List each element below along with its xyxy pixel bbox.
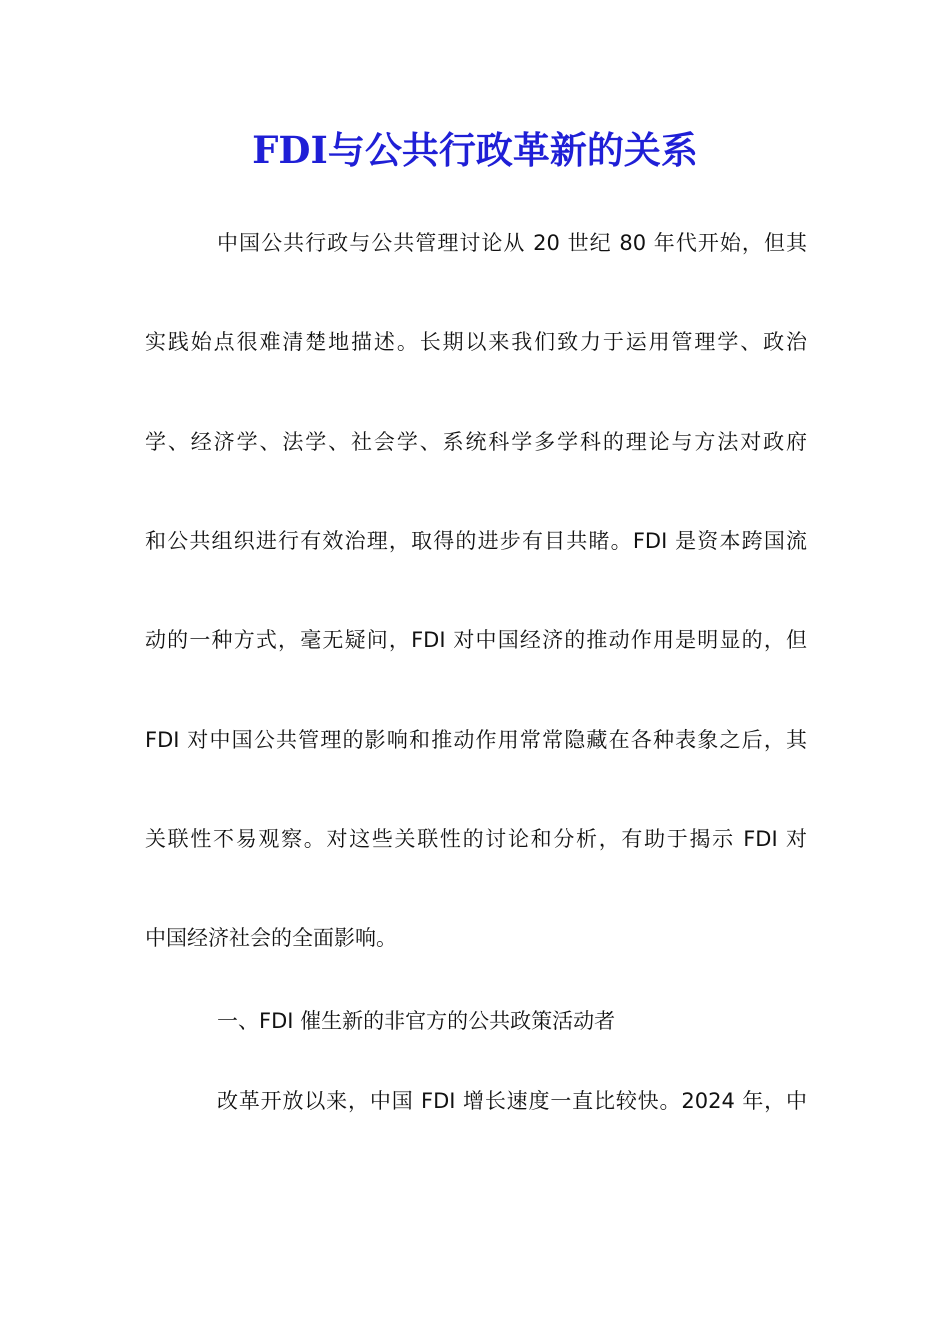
document-title: FDI与公共行政革新的关系 [252,128,698,172]
paragraph-1-line-4: 和公共组织进行有效治理，取得的进步有目共睹。FDI 是资本跨国流 [145,529,807,553]
paragraph-1-line-8: 中国经济社会的全面影响。 [145,926,397,950]
paragraph-1-line-7: 关联性不易观察。对这些关联性的讨论和分析，有助于揭示 FDI 对 [145,827,807,851]
paragraph-2-line-1: 改革开放以来，中国 FDI 增长速度一直比较快。2024 年，中 [217,1089,807,1113]
paragraph-1-line-5: 动的一种方式，毫无疑问，FDI 对中国经济的推动作用是明显的，但 [145,628,807,652]
paragraph-1-line-3: 学、经济学、法学、社会学、系统科学多学科的理论与方法对政府 [145,430,807,454]
paragraph-1-line-2: 实践始点很难清楚地描述。长期以来我们致力于运用管理学、政治 [145,330,807,354]
paragraph-1-line-6: FDI 对中国公共管理的影响和推动作用常常隐藏在各种表象之后，其 [145,728,807,752]
paragraph-1-line-1: 中国公共行政与公共管理讨论从 20 世纪 80 年代开始，但其 [217,231,807,255]
section-heading: 一、FDI 催生新的非官方的公共政策活动者 [217,1009,616,1033]
